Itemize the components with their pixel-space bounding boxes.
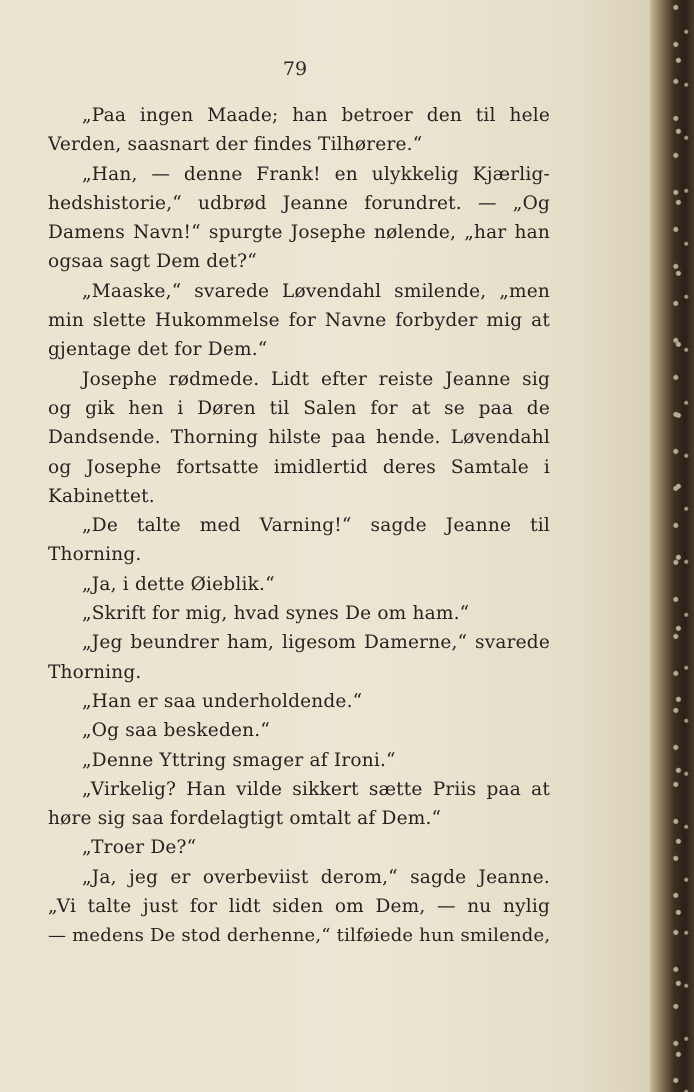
text-line: Thorning. [48, 544, 142, 566]
text-line: Damens Navn!“ spurgte Josephe nølende, „har han [48, 222, 550, 244]
text-line: „Vi talte just for lidt siden om Dem, — nu nylig [48, 896, 550, 918]
text-line: Verden, saasnart der findes Tilhørere.“ [48, 134, 423, 156]
text-line: — medens De stod derhenne,“ tilføiede hun smilende, [48, 925, 550, 947]
text-line: „Han, — denne Frank! en ulykkelig Kjærlig- [82, 163, 550, 185]
text-line: gjentage det for Dem.“ [48, 339, 268, 361]
text-line: „Troer De?“ [82, 837, 197, 859]
text-line: Thorning. [48, 661, 142, 683]
text-line: min slette Hukommelse for Navne forbyder mig at [48, 310, 550, 332]
spine-texture [668, 0, 694, 1092]
body-text [48, 101, 550, 951]
text-line: „Han er saa underholdende.“ [82, 690, 363, 712]
text-line: Josephe rødmede. Lidt efter reiste Jeanne sig [82, 368, 550, 390]
text-line: og gik hen i Døren til Salen for at se paa de [48, 397, 550, 419]
text-line: Dandsende. Thorning hilste paa hende. Løvendahl [48, 427, 550, 449]
text-line: „Denne Yttring smager af Ironi.“ [82, 749, 396, 771]
text-line: „Ja, jeg er overbeviist derom,“ sagde Jeanne. [82, 866, 550, 888]
text-line: „Maaske,“ svarede Løvendahl smilende, „men [82, 280, 550, 302]
text-line: „Ja, i dette Øieblik.“ [82, 573, 275, 595]
text-line: „Virkelig? Han vilde sikkert sætte Priis paa at [82, 778, 550, 800]
text-line: „Paa ingen Maade; han betroer den til hele [82, 105, 550, 126]
text-line: hedshistorie,“ udbrød Jeanne forundret. — „Og [48, 192, 550, 214]
text-line: og Josephe fortsatte imidlertid deres Samtale i [48, 456, 550, 478]
text-line: „Skrift for mig, hvad synes De om ham.“ [82, 603, 470, 625]
page-number: 79 [282, 58, 308, 80]
text-line: „Jeg beundrer ham, ligesom Damerne,“ svarede [82, 632, 550, 654]
text-line: Kabinettet. [48, 485, 155, 507]
text-line: ogsaa sagt Dem det?“ [48, 251, 257, 273]
text-line: „De talte med Varning!“ sagde Jeanne til [82, 515, 550, 537]
text-line: „Og saa beskeden.“ [82, 720, 270, 742]
text-line: høre sig saa fordelagtigt omtalt af Dem.“ [48, 808, 442, 830]
